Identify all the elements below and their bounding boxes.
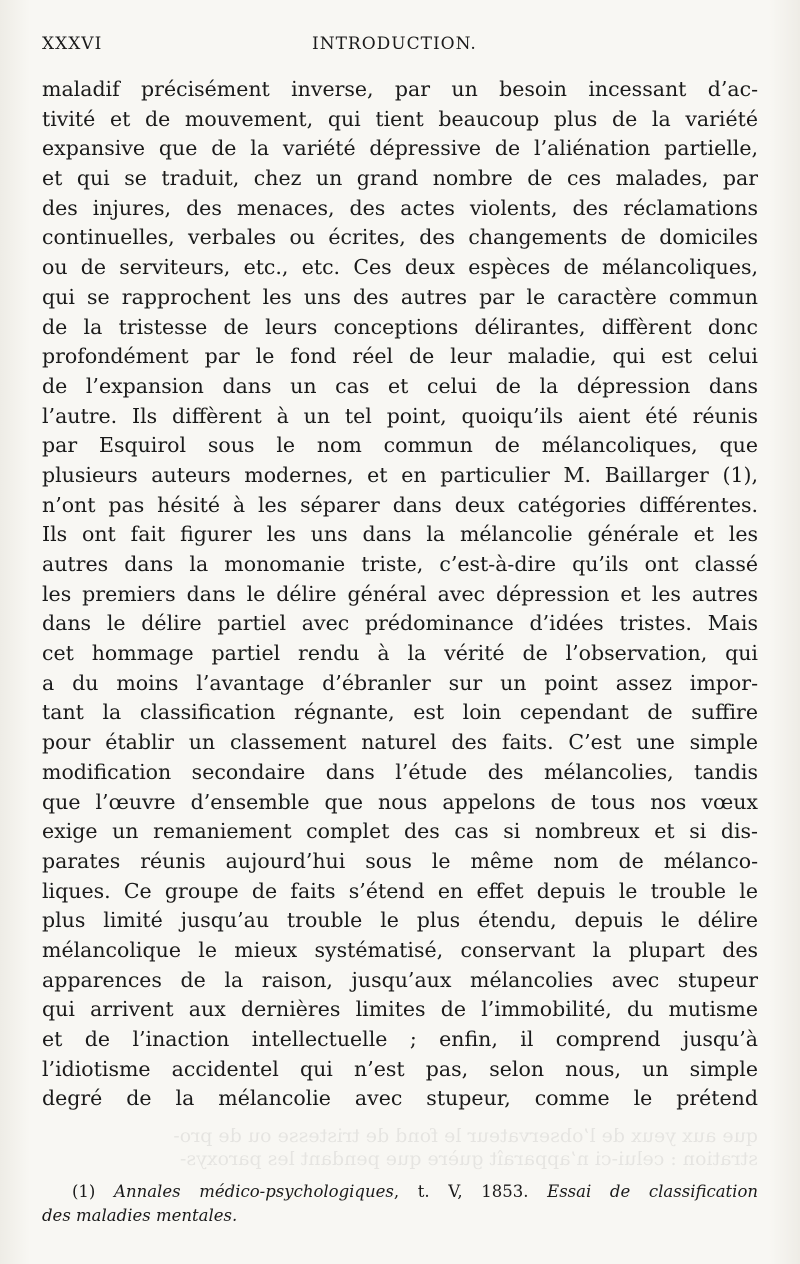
body-line: exige un remaniement complet des cas si nombreux et si dis- — [42, 819, 758, 844]
body-line: cet hommage partiel rendu à la vérité de l’observation, qui — [42, 641, 758, 666]
running-title: INTRODUCTION. — [312, 34, 477, 54]
body-line: pour établir un classement naturel des faits. C’est une simple — [42, 730, 758, 755]
body-line: autres dans la monomanie triste, c’est-à-dire qu’ils ont classé — [42, 552, 758, 576]
body-line: de la tristesse de leurs conceptions délirantes, diffèrent donc — [42, 314, 758, 339]
body-line: ou de serviteurs, etc., etc. Ces deux espèces de mélancoliques, — [42, 255, 758, 280]
bleed-through-text — [42, 1125, 758, 1173]
body-line: Ils ont fait figurer les uns dans la mélancolie générale et les — [42, 522, 758, 547]
body-line: profondément par le fond réel de leur maladie, qui est celui — [42, 344, 758, 369]
body-line: liques. Ce groupe de faits s’étend en effet depuis le trouble le — [42, 878, 758, 903]
body-line: tant la classification régnante, est loin cependant de suffire — [42, 700, 758, 725]
footnote-title: Essai de classification — [547, 1182, 758, 1201]
body-line: plus limité jusqu’au trouble le plus étendu, depuis le délire — [42, 908, 758, 933]
body-line: tivité et de mouvement, qui tient beaucoup plus de la variété — [42, 106, 758, 131]
body-line: l’autre. Ils diffèrent à un tel point, quoiqu’ils aient été réunis — [42, 403, 758, 428]
page-number: XXXVI — [42, 34, 103, 54]
body-line: l’idiotisme accidentel qui n’est pas, selon nous, un simple — [42, 1056, 758, 1081]
body-line: apparences de la raison, jusqu’aux mélancolies avec stupeur — [42, 967, 758, 992]
bleed-line: que aux yeux de l’observateur le fond de tristesse ou de pro- — [173, 1125, 758, 1147]
bleed-line: stration : celui-ci n’apparaît guère que pendant les paroxys- — [179, 1148, 758, 1170]
body-line: que l’œuvre d’ensemble que nous appelons de tous nos vœux — [42, 789, 758, 814]
body-line: des injures, des menaces, des actes violents, des réclamations — [42, 195, 758, 220]
body-line: n’ont pas hésité à les séparer dans deux catégories différentes. — [42, 492, 758, 517]
body-text — [42, 75, 758, 1114]
body-line: plusieurs auteurs modernes, et en particulier M. Baillarger (1), — [42, 462, 758, 487]
running-header — [42, 34, 758, 60]
footnote-marker: (1) — [72, 1182, 96, 1201]
body-line: degré de la mélancolie avec stupeur, comme le prétend — [42, 1086, 758, 1111]
body-line: et qui se traduit, chez un grand nombre de ces malades, par — [42, 166, 758, 191]
body-line: modification secondaire dans l’étude des mélancolies, tandis — [42, 759, 758, 784]
body-line: a du moins l’avantage d’ébranler sur un point assez impor- — [42, 670, 758, 695]
footnote-line: des maladies mentales. — [42, 1206, 238, 1225]
body-line: les premiers dans le délire général avec dépression et les autres — [42, 581, 758, 606]
body-line: mélancolique le mieux systématisé, conservant la plupart des — [42, 937, 758, 962]
body-line: expansive que de la variété dépressive de l’aliénation partielle, — [42, 136, 758, 161]
body-line: qui se rapprochent les uns des autres par le caractère commun — [42, 284, 758, 309]
body-line: parates réunis aujourd’hui sous le même nom de mélanco- — [42, 848, 758, 873]
footnote-line — [42, 1180, 758, 1204]
body-line: maladif précisément inverse, par un besoin incessant d’ac- — [42, 77, 758, 101]
body-line: dans le délire partiel avec prédominance d’idées tristes. Mais — [42, 611, 758, 636]
body-line: et de l’inaction intellectuelle ; enfin, il comprend jusqu’à — [42, 1027, 758, 1051]
footnote-volume: , t. V, 1853. — [393, 1182, 529, 1201]
body-line: de l’expansion dans un cas et celui de la dépression dans — [42, 373, 758, 398]
body-line: par Esquirol sous le nom commun de mélancoliques, que — [42, 433, 758, 458]
footnote — [42, 1180, 758, 1228]
footnote-source: Annales médico-psychologiques — [114, 1182, 394, 1201]
body-line: continuelles, verbales ou écrites, des changements de domiciles — [42, 225, 758, 250]
body-line: qui arrivent aux dernières limites de l’immobilité, du mutisme — [42, 997, 758, 1022]
